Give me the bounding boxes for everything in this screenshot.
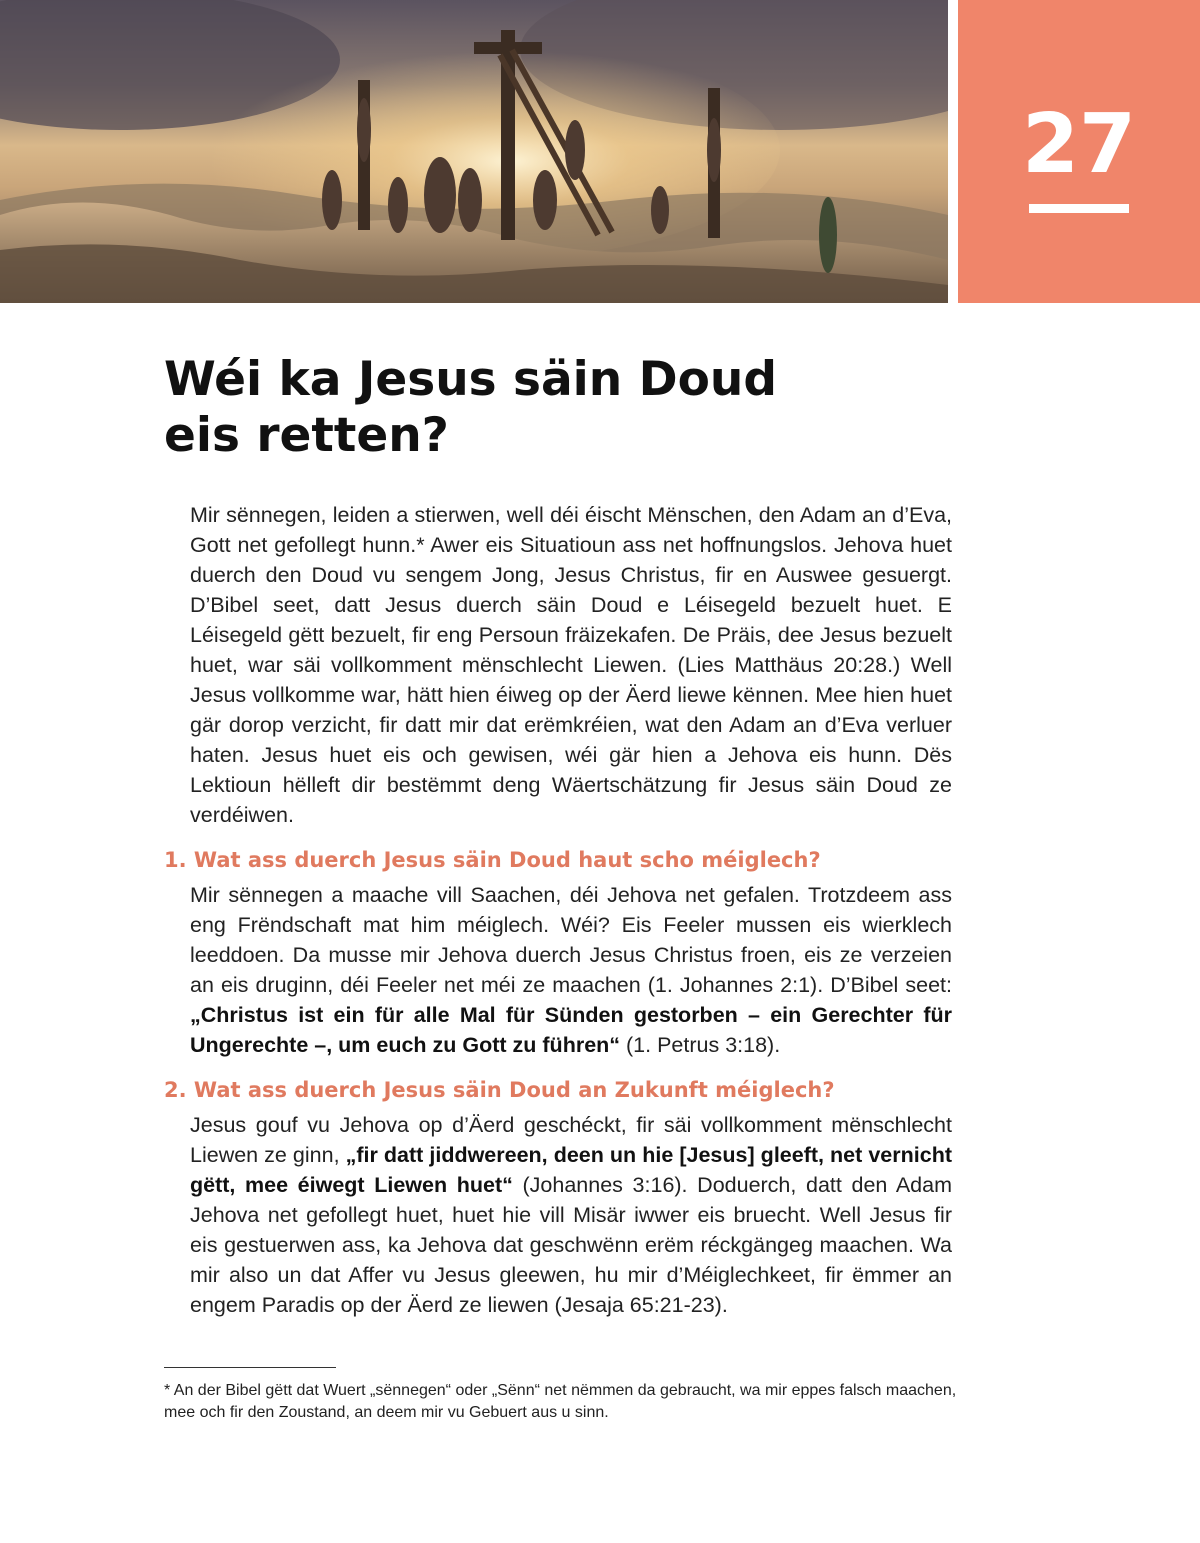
section-1-paragraph	[190, 880, 952, 1060]
section-1-text-before: Mir sënnegen a maache vill Saachen, déi Jehova net gefalen. Trotzdeem ass eng Frëndschaft mat him méiglech. Wéi? Eis Feeler mussen eis wierklech leeddoen. Da musse mir Jehova duerch Jesus Christus froen, eis ze verzeien an eis druginn, déi Feeler net méi ze maachen (1. Johannes 2:1). D’Bibel seet:	[190, 883, 952, 997]
question-2-heading: 2. Wat ass duerch Jesus säin Doud an Zukunft méiglech?	[164, 1078, 835, 1102]
footnote-divider	[164, 1367, 336, 1368]
footnote: * An der Bibel gëtt dat Wuert „sënnegen“ oder „Sënn“ net nëmmen da gebraucht, wa mir eppes falsch maachen, mee och fir den Zoustand, an deem mir vu Gebuert aus u sinn.	[164, 1382, 957, 1421]
intro-paragraph: Mir sënnegen, leiden a stierwen, well déi éischt Mënschen, den Adam an d’Eva, Gott net gefollegt hunn.* Awer eis Situatioun ass net hoffnungslos. Jehova huet duerch den Doud vu sengem Jong, Jesus Christus, fir en Auswee gesuergt. D’Bibel seet, datt Jesus duerch säin Doud e Léisegeld bezuelt huet. E Léisegeld gëtt bezuelt, fir eng Persoun fräizekafen. De Präis, dee Jesus bezuelt huet, war säi vollkomment mënschlecht Liewen. (Lies Matthäus 20:28.) Well Jesus vollkomme war, hätt hien éiweg op der Äerd liewe kënnen. Mee hien huet gär dorop verzicht, fir datt mir dat erëmkréien, wat den Adam an d’Eva verluer haten. Jesus huet eis och gewisen, wéi gär hien a Jehova eis hunn. Dës Lektioun hëlleft dir bestëmmt deng Wäertschätzung fir Jesus säin Doud ze verdéiwen.	[190, 503, 952, 827]
hero-illustration	[0, 0, 948, 303]
title-line-2: eis retten?	[164, 408, 449, 463]
section-2-text-before: Jesus gouf vu Jehova op d’Äerd geschéckt, fir säi vollkomment mënschlecht Liewen ze ginn,	[190, 1113, 952, 1167]
section-2-paragraph	[190, 1110, 952, 1320]
title-line-1: Wéi ka Jesus säin Doud	[164, 352, 778, 407]
lesson-number-box	[958, 0, 1200, 303]
section-2-quote: „fir datt jiddwereen, deen un hie [Jesus] gleeft, net vernicht gëtt, mee éiwegt Liewen huet“	[190, 1143, 952, 1197]
section-2-text-after: (Johannes 3:16). Doduerch, datt den Adam Jehova net gefollegt huet, huet hie vill Misär iwwer eis bruecht. Well Jesus fir eis gestuerwen ass, ka Jehova dat geschwënn erëm réckgängeg maachen. Wa mir also un dat Affer vu Jesus gleewen, hu mir d’Méiglechkeet, fir ëmmer an engem Paradis op der Äerd ze liewen (Jesaja 65:21-23).	[190, 1173, 952, 1317]
question-1-heading: 1. Wat ass duerch Jesus säin Doud haut scho méiglech?	[164, 848, 821, 872]
lesson-body	[164, 500, 952, 1320]
lesson-number: 27	[1021, 97, 1137, 192]
section-1-quote: „Christus ist ein für alle Mal für Sünden gestorben – ein Gerechter für Ungerechte –, um euch zu Gott zu führen“	[190, 1003, 952, 1057]
number-underline	[1029, 204, 1129, 213]
crucifixion-scene-illustration	[0, 0, 948, 303]
page-title	[164, 352, 864, 464]
section-1-text-after: (1. Petrus 3:18).	[620, 1033, 781, 1057]
